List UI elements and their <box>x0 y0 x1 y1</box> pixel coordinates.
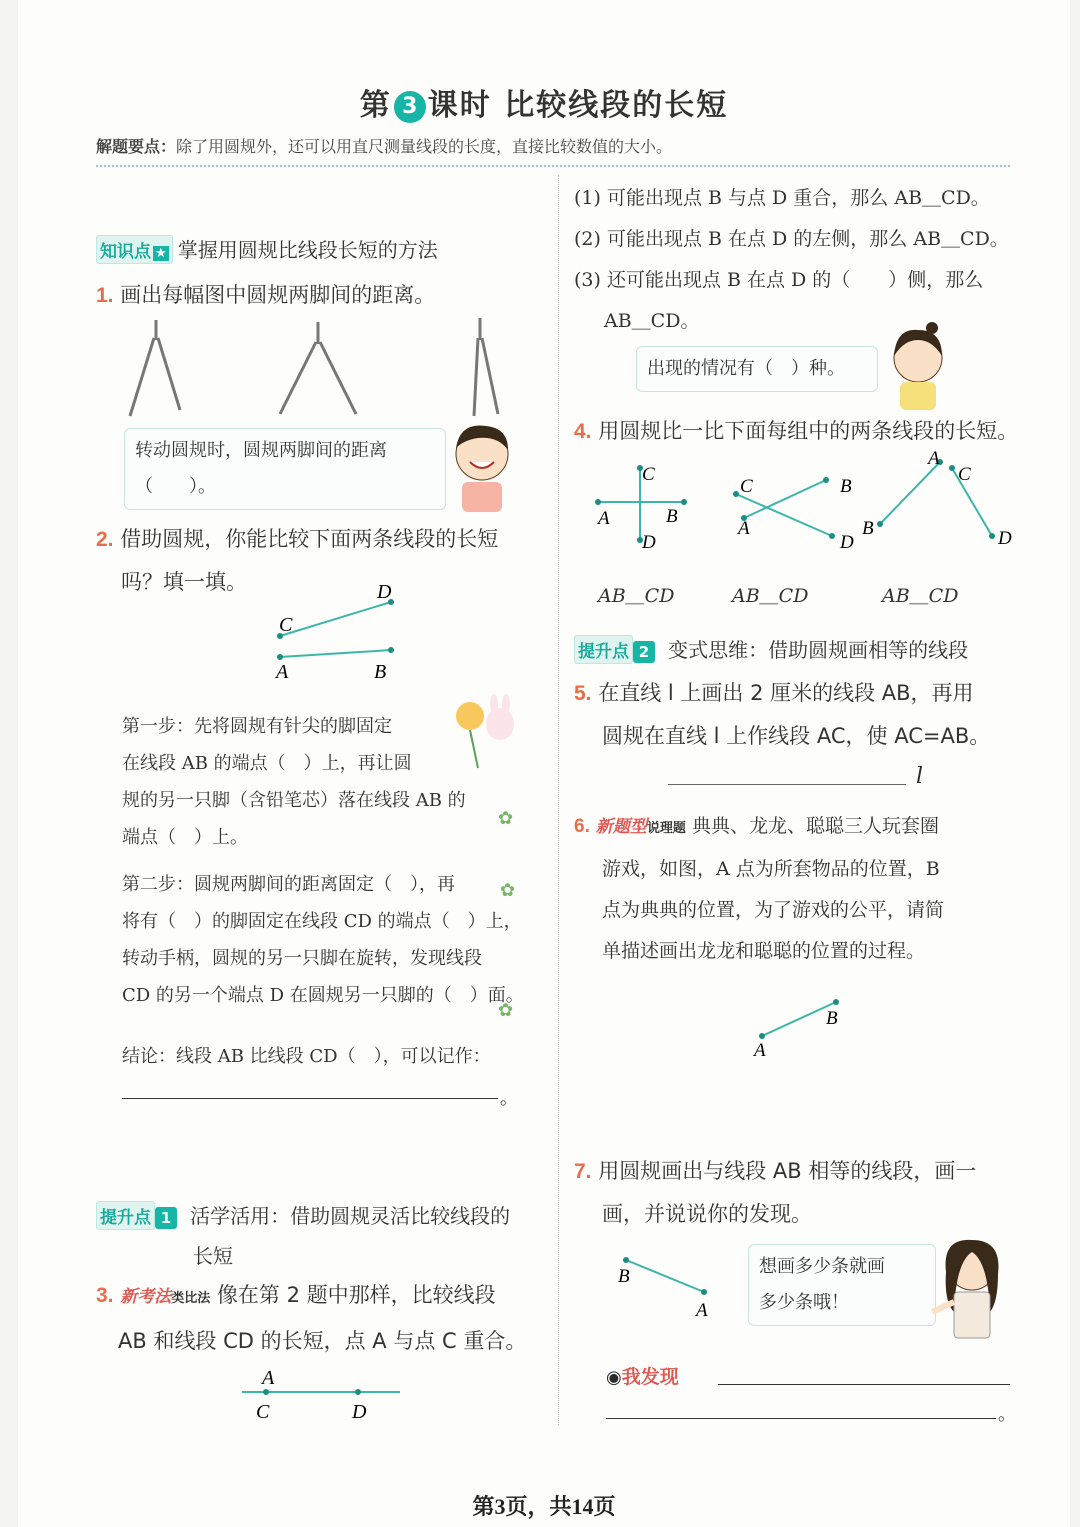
point-label-a: A <box>262 1367 275 1389</box>
q4-answer-2[interactable]: AB＿CD <box>732 585 809 607</box>
svg-text:C: C <box>958 464 971 485</box>
svg-text:C: C <box>642 464 655 485</box>
bunny-flower-icon <box>448 694 528 774</box>
lesson-number-badge: 3 <box>394 91 426 123</box>
question-3-subparts: (1) 可能出现点 B 与点 D 重合，那么 AB＿CD。 (2) 可能出现点 B 在点 D 的左侧，那么 AB＿CD。 (3) 还可能出现点 B 在点 D 的（ ）侧，那么 AB＿CD。 <box>574 187 1009 332</box>
svg-text:A: A <box>696 1300 708 1320</box>
step-one-box: 第一步：先将圆规有针尖的脚固定 在线段 AB 的端点（ ）上，再让圆 规的另一只脚（含铅笔芯）落在线段 AB 的 端点（ ）上。 <box>122 716 466 848</box>
flower-icon: ✿ <box>498 808 514 829</box>
svg-text:D: D <box>998 528 1012 549</box>
upgrade-point-1-heading: 提升点 1 活学活用：借助圆规灵活比较线段的 <box>96 1200 510 1230</box>
point-label-c: C <box>256 1401 270 1423</box>
knowledge-point-heading: 知识点 ★ 掌握用圆规比线段长短的方法 <box>96 234 438 264</box>
discover-heading: ◉我发现 <box>606 1366 679 1388</box>
q2-segments-figure <box>258 580 418 690</box>
compass-figures <box>118 318 518 423</box>
detective-icon: ◉ <box>606 1367 622 1388</box>
new-method-badge: 新考法类比法 <box>120 1287 211 1307</box>
question-7: 7. 用圆规画出与线段 AB 相等的线段，画一 画，并说说你的发现。 <box>574 1159 977 1226</box>
solution-tip: 解题要点：除了用圆规外，还可以用直尺测量线段的长度，直接比较数值的大小。 <box>96 134 1010 167</box>
point-label-d: D <box>352 1401 367 1423</box>
svg-text:D: D <box>642 532 656 553</box>
compass-icon <box>130 320 180 416</box>
line-l[interactable] <box>668 784 906 785</box>
conclusion-answer-line[interactable] <box>122 1098 498 1099</box>
upgrade-point-2-heading: 提升点 2 变式思维：借助圆规画相等的线段 <box>574 634 968 664</box>
question-4: 4. 用圆规比一比下面每组中的两条线段的长短。 <box>574 419 1019 443</box>
point-label-c: C <box>279 614 293 636</box>
flower-icon: ✿ <box>498 1000 514 1021</box>
q4-answer-1[interactable]: AB＿CD <box>598 585 675 607</box>
svg-text:B: B <box>862 518 874 539</box>
line-l-label: l <box>916 764 924 789</box>
column-divider <box>558 175 559 1425</box>
svg-text:A: A <box>928 450 940 469</box>
segment-ab <box>280 650 391 657</box>
step-two-box: 第二步：圆规两脚间的距离固定（ ），再 将有（ ）的脚固定在线段 CD 的端点（ ）上， 转动手柄，圆规的另一只脚在旋转，发现线段 CD 的另一个端点 D 在圆规另一只脚的（ ）面。 <box>122 874 524 1006</box>
worksheet-page: 第 3 课时 比较线段的长短 解题要点：除了用圆规外，还可以用直尺测量线段的长度，直接比较数值的大小。 知识点 ★ 掌握用圆规比线段长短的方法 1. 画出每幅图中圆规两脚间的距离。 转动圆规时，圆规两脚间的距离 （ ）。 2. 借助圆规，你能比较下面两条线段的长短 吗？填一填。 C D A B 第一步：先将圆规有针尖的脚固定 在线段 AB 的端点（ ）上，再让圆 规的另一只脚（含铅笔芯）落在线段 AB 的 端点（ ）上。 ✿ 第二步：圆规两脚间的距离固定（ ），再 将有（ ）的脚固定在线段 CD 的端点（ ）上， 转动手柄，圆规的另一只脚在旋转，发现线段 CD 的另一个端点 D 在圆规另一只脚的（ ）面。 ✿ ✿ 结论：线段 AB 比线段 CD（ ），可以记作： 。 提升点 1 活学活用：借助圆规灵活比较线段的 长短 3. 新考法类比法 像在第 2 题中那样，比较线段 AB 和线段 CD 的长短，点 A 与点 C 重合。 A C D (1) 可能出现点 B 与点 D 重合，那么 AB＿CD。 (2) 可能出现点 B 在点 D 的左侧，那么 AB＿CD。 (3) 还可能出现点 B 在点 D 的（ ）侧，那么 AB＿CD。 出现的情况有（ ）种。 4. 用圆规比一比下面每组中的两条线段的长短。 C A B D C A B D A C B D AB＿CD AB＿CD AB＿CD 提升点 2 变式思维：借助圆规画相等的线段 5. 在直线 l 上画出 2 厘米的线段 AB，再用 圆规在直线 l 上作线段 AC，使 AC=AB。 l 6. 新题型说理题 典典、龙龙、聪聪三人玩套圈 游戏，如图，A 点为所套物品的位置，B 点为典典的位置，为了游戏的公平，请简 单描述画出龙龙和聪聪的位置的过程。 A B 7. 用圆规画出与线段 AB 相等的线段，画一 画，并说说你的发现。 B A 想画多少条就画 多少条哦！ ◉我发现 。 第3页，共14页 <box>18 0 1070 1527</box>
page-number: 第3页，共14页 <box>472 1494 616 1519</box>
discover-answer-line-1[interactable] <box>718 1384 1010 1385</box>
point-label-a: A <box>276 661 289 683</box>
q7-segment-figure <box>604 1250 724 1320</box>
question-6: 6. 新题型说理题 典典、龙龙、聪聪三人玩套圈 游戏，如图，A 点为所套物品的位置，B 点为典典的位置，为了游戏的公平，请简 单描述画出龙龙和聪聪的位置的过程。 <box>574 815 945 962</box>
q4-answer-3[interactable]: AB＿CD <box>882 585 959 607</box>
flower-icon: ✿ <box>500 880 516 901</box>
svg-text:D: D <box>840 532 854 553</box>
speech-bubble-compass-distance: 转动圆规时，圆规两脚间的距离 （ ）。 <box>124 428 446 510</box>
q3-segment-figure <box>238 1364 408 1428</box>
conclusion-text: 结论：线段 AB 比线段 CD（ ），可以记作： <box>122 1046 491 1067</box>
question-5: 5. 在直线 l 上画出 2 厘米的线段 AB，再用 圆规在直线 l 上作线段 AC，使 AC=AB。 <box>574 681 991 748</box>
point-label-d: D <box>377 581 392 603</box>
girl-avatar <box>882 322 954 412</box>
svg-text:A: A <box>598 508 610 529</box>
star-icon: ★ <box>155 246 167 261</box>
svg-text:B: B <box>826 1008 838 1029</box>
girl-pointing-avatar <box>928 1232 1014 1352</box>
question-3: 3. 新考法类比法 像在第 2 题中那样，比较线段 AB 和线段 CD 的长短，点 A 与点 C 重合。 <box>96 1283 527 1353</box>
svg-text:A: A <box>754 1040 766 1060</box>
page-title: 第 3 课时 比较线段的长短 <box>359 88 729 123</box>
q4-segment-figures <box>578 450 1018 560</box>
point-label-b: B <box>374 661 387 683</box>
svg-text:B: B <box>618 1266 630 1287</box>
svg-text:B: B <box>666 506 678 527</box>
svg-text:A: A <box>738 518 750 539</box>
knowledge-tag: 知识点 ★ <box>96 235 173 264</box>
svg-text:B: B <box>840 476 852 497</box>
compass-icon <box>474 318 498 416</box>
boy-avatar <box>438 418 522 514</box>
question-2: 2. 借助圆规，你能比较下面两条线段的长短 吗？填一填。 <box>96 527 499 594</box>
speech-bubble-draw-many: 想画多少条就画 多少条哦！ <box>748 1244 936 1326</box>
svg-text:C: C <box>740 476 753 497</box>
compass-icon <box>280 322 356 414</box>
speech-bubble-cases: 出现的情况有（ ）种。 <box>636 346 878 392</box>
q6-segment-figure <box>738 990 878 1060</box>
question-1: 1. 画出每幅图中圆规两脚间的距离。 <box>96 283 436 307</box>
new-type-badge: 新题型说理题 <box>595 817 686 837</box>
segment-cd <box>280 602 391 636</box>
discover-answer-line-2[interactable] <box>606 1418 996 1419</box>
